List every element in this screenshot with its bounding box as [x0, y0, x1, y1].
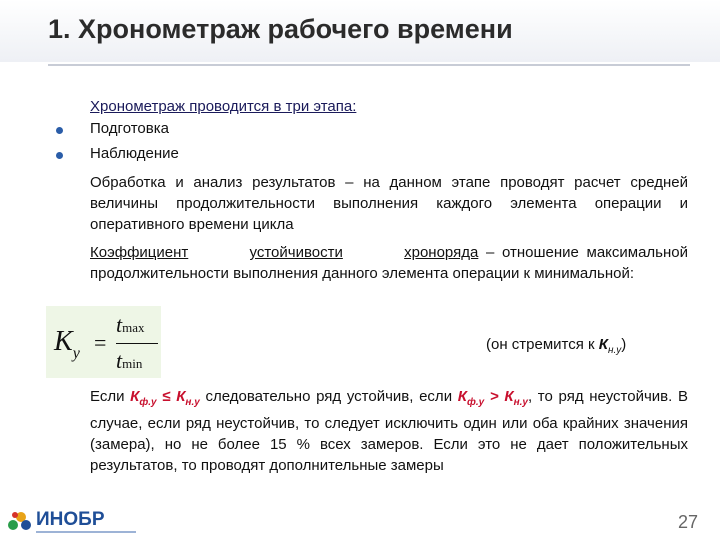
page-title: 1. Хронометраж рабочего времени: [48, 14, 513, 44]
logo-icon: [6, 508, 32, 532]
stability-formula: [46, 306, 161, 378]
condition-paragraph: Если $К_{ф.у} \le К_{н.у}$ следовательно ряд устойчив, если $К_{ф.у} > К_{н.у}$, то ряд неустойчив. В случае, если ряд неустойчив, то следует исключить один или оба крайних значения (замера), но не более 15 % всех замеров. Если это не дает положительных результатов, то проводят дополнительные замеры: [90, 388, 688, 474]
logo-text: ИНОБР: [36, 509, 105, 530]
logo-underline: [36, 531, 136, 533]
k-nu: $К_{н.у}$: [176, 388, 200, 408]
definition-text: – отношение максимальной продолжительности выполнения данного элемента операции к минимальной:: [90, 244, 689, 282]
term-chronoseries: хроноряда: [404, 244, 479, 261]
term-coefficient: Коэффициент: [90, 244, 189, 261]
formula-note: (он стремится к $К_{н.у}$): [486, 336, 627, 356]
page-number: 27: [677, 512, 698, 532]
bullet-item-observation: Наблюдение: [90, 145, 179, 162]
formula-k: $K_у$: [54, 326, 80, 362]
term-stability: устойчивости: [249, 244, 343, 261]
title-divider: [48, 64, 690, 66]
definition-paragraph: [90, 242, 688, 284]
intro-text: Хронометраж проводится в три этапа:: [90, 98, 357, 115]
stage3-paragraph: Обработка и анализ результатов – на данном этапе проводят расчет средней величины продолжительности выполнения каждого элемента операции и оперативного времени цикла: [90, 174, 688, 233]
bullet-item-preparation: Подготовка: [90, 120, 169, 137]
bullet-dot-icon: [56, 127, 63, 134]
formula-denominator: tmin: [116, 348, 143, 373]
formula-numerator: tmax: [116, 312, 145, 337]
k-fu: $К_{ф.у}$: [457, 388, 485, 408]
bullet-dot-icon: [56, 152, 63, 159]
k-fu: $К_{ф.у}$: [130, 388, 157, 408]
formula-equals: =: [94, 330, 107, 355]
k-nu: $К_{н.у}$: [504, 388, 528, 408]
formula-fraction-line: [116, 343, 158, 344]
